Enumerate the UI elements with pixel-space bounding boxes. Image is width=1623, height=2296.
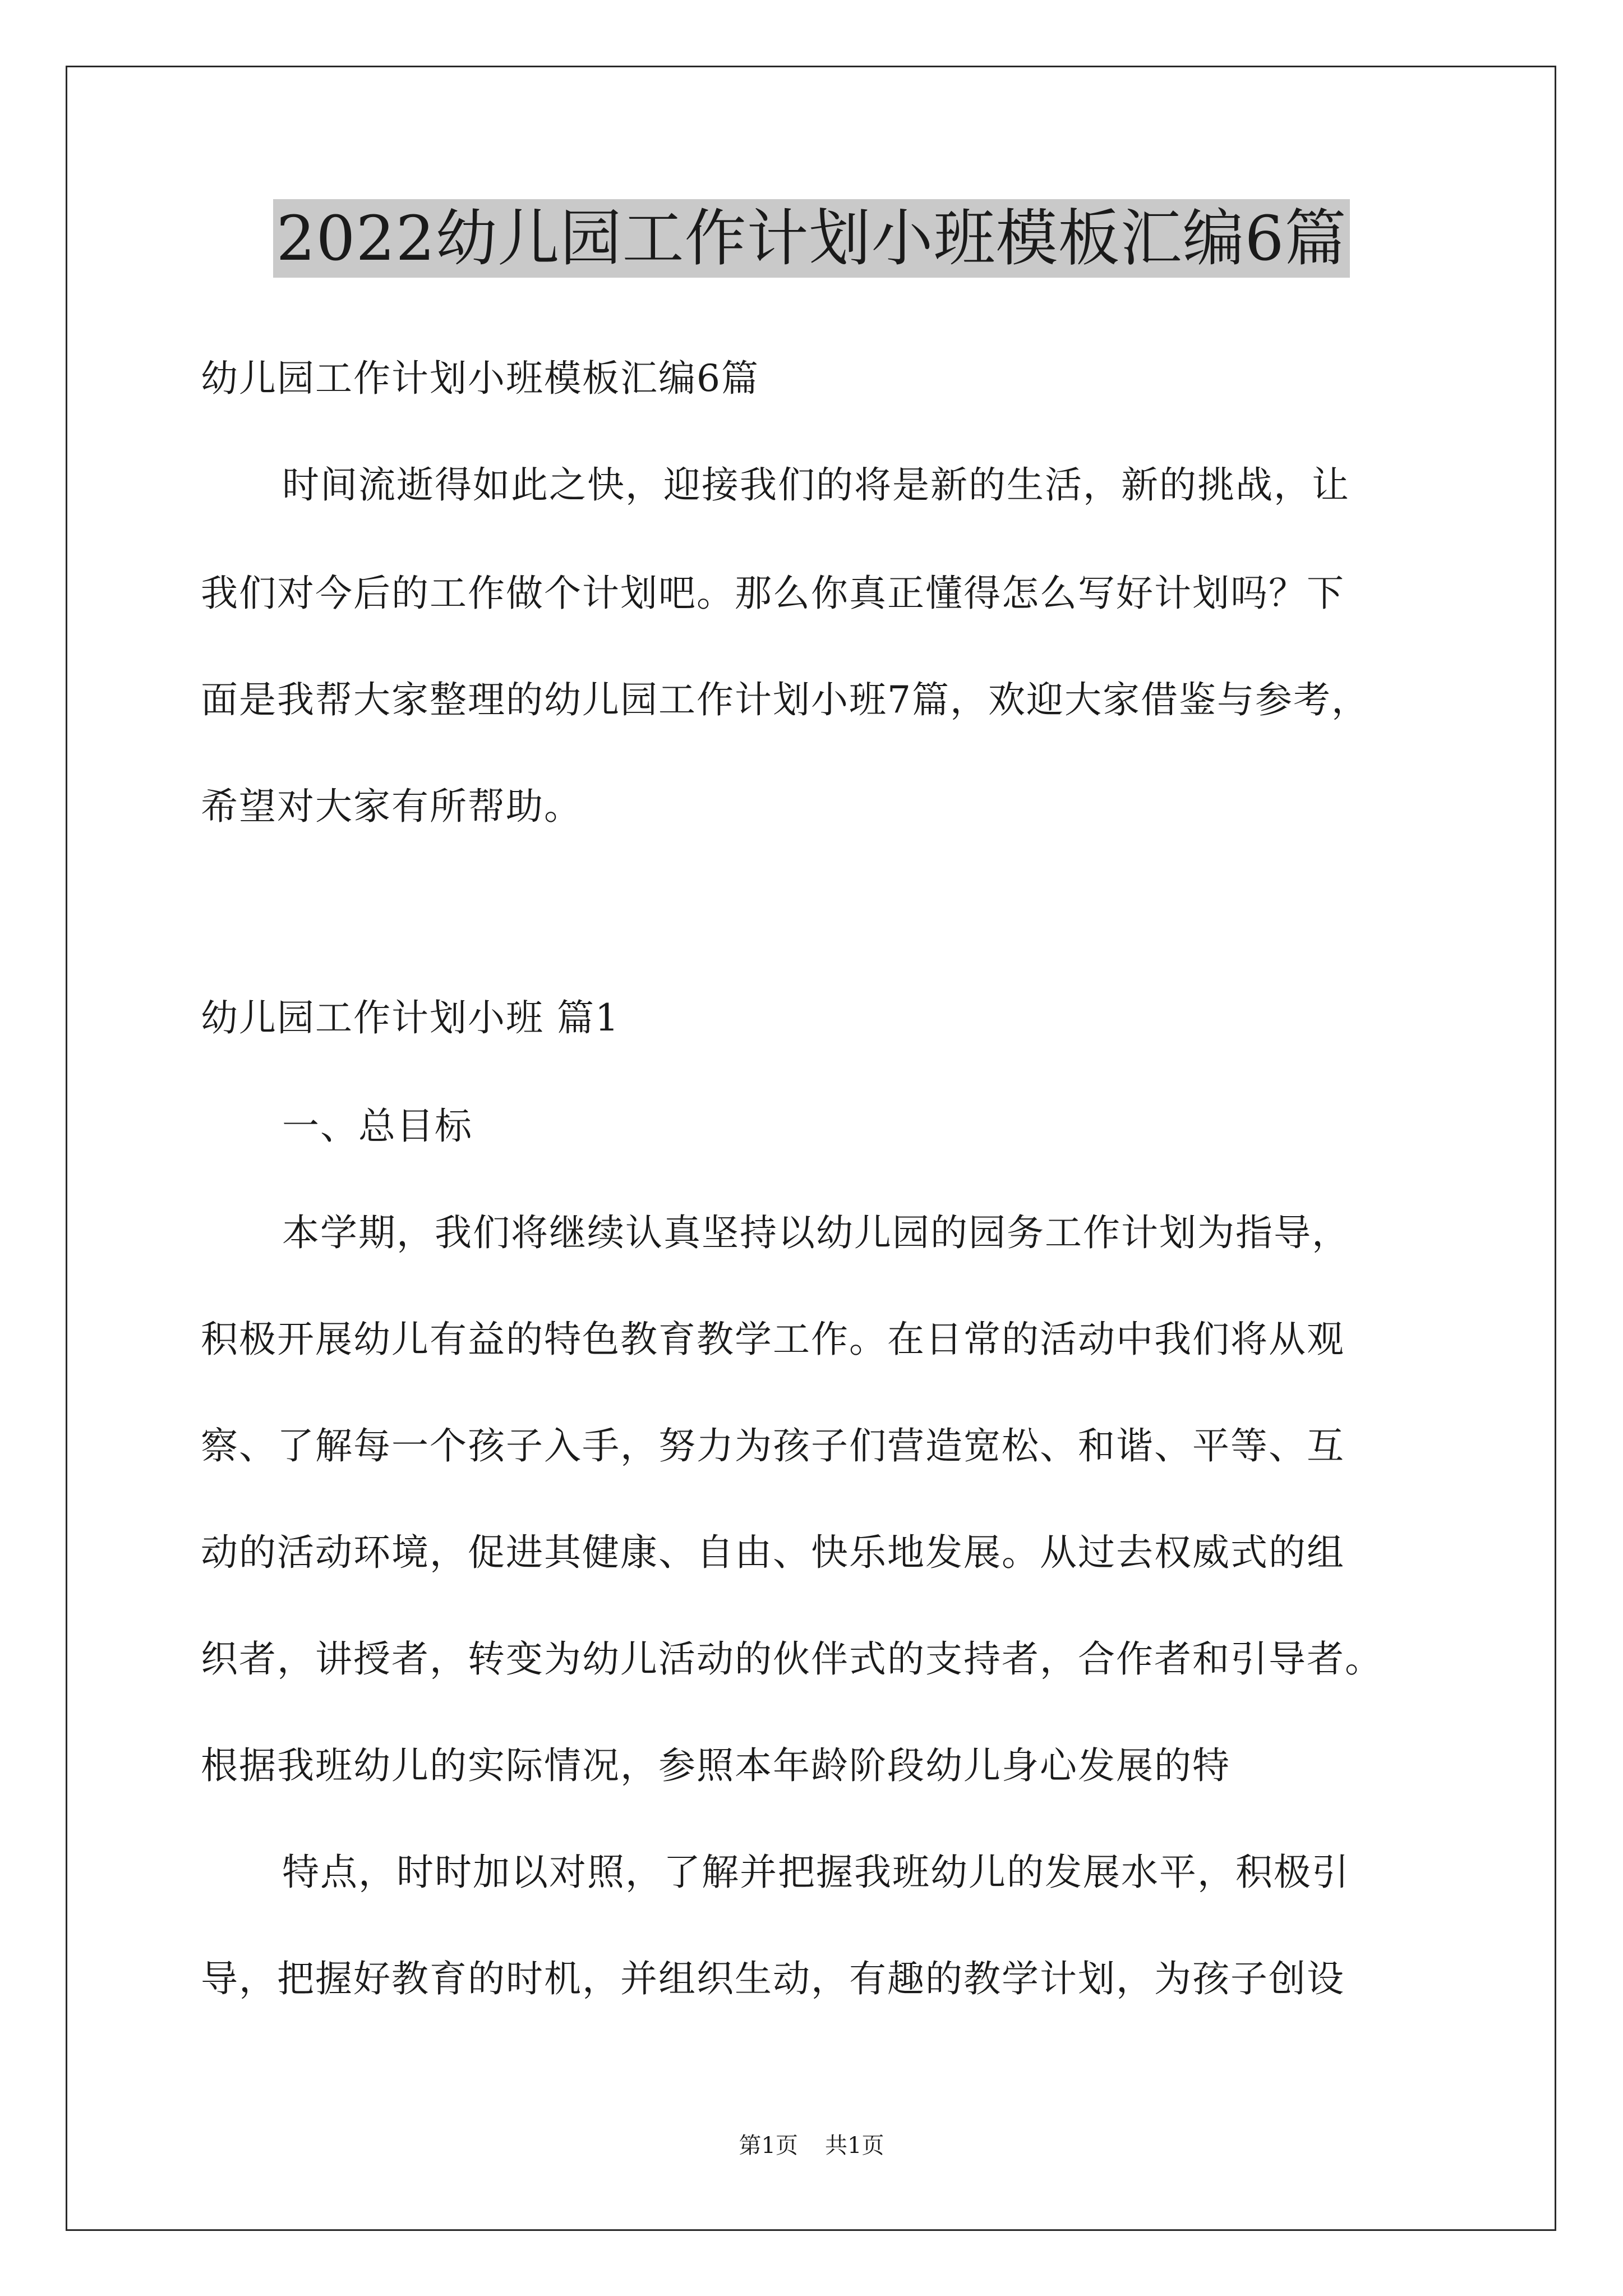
paragraph-line: 我们对今后的工作做个计划吧。那么你真正懂得怎么写好计划吗？下: [201, 572, 1345, 615]
paragraph-line: 积极开展幼儿有益的特色教育教学工作。在日常的活动中我们将从观: [201, 1318, 1345, 1361]
page-number: 第1页: [739, 2133, 798, 2159]
paragraph-line: 时间流逝得如此之快，迎接我们的将是新的生活，新的挑战，让: [282, 463, 1350, 507]
document-title: 2022幼儿园工作计划小班模板汇编6篇: [273, 199, 1350, 278]
section-heading: 幼儿园工作计划小班 篇1: [201, 996, 620, 1039]
page-total: 共1页: [825, 2133, 884, 2159]
sub-heading: 一、总目标: [282, 1105, 473, 1148]
paragraph-line: 面是我帮大家整理的幼儿园工作计划小班7篇，欢迎大家借鉴与参考，: [201, 678, 1370, 721]
paragraph-line: 希望对大家有所帮助。: [201, 785, 582, 828]
paragraph-line: 导，把握好教育的时机，并组织生动，有趣的教学计划，为孩子创设: [201, 1957, 1345, 2000]
paragraph-line: 织者，讲授者，转变为幼儿活动的伙伴式的支持者，合作者和引导者。: [201, 1637, 1383, 1681]
page-footer: [0, 2132, 1623, 2160]
paragraph-line: 察、了解每一个孩子入手，努力为孩子们营造宽松、和谐、平等、互: [201, 1424, 1345, 1467]
paragraph-line: 动的活动环境，促进其健康、自由、快乐地发展。从过去权威式的组: [201, 1531, 1345, 1574]
paragraph-line: 本学期，我们将继续认真坚持以幼儿园的园务工作计划为指导，: [282, 1211, 1350, 1254]
paragraph-line: 特点，时时加以对照，了解并把握我班幼儿的发展水平，积极引: [282, 1851, 1350, 1894]
title-container: [0, 199, 1623, 278]
subtitle-line: 幼儿园工作计划小班模板汇编6篇: [201, 357, 759, 400]
paragraph-line: 根据我班幼儿的实际情况，参照本年龄阶段幼儿身心发展的特: [201, 1744, 1230, 1787]
